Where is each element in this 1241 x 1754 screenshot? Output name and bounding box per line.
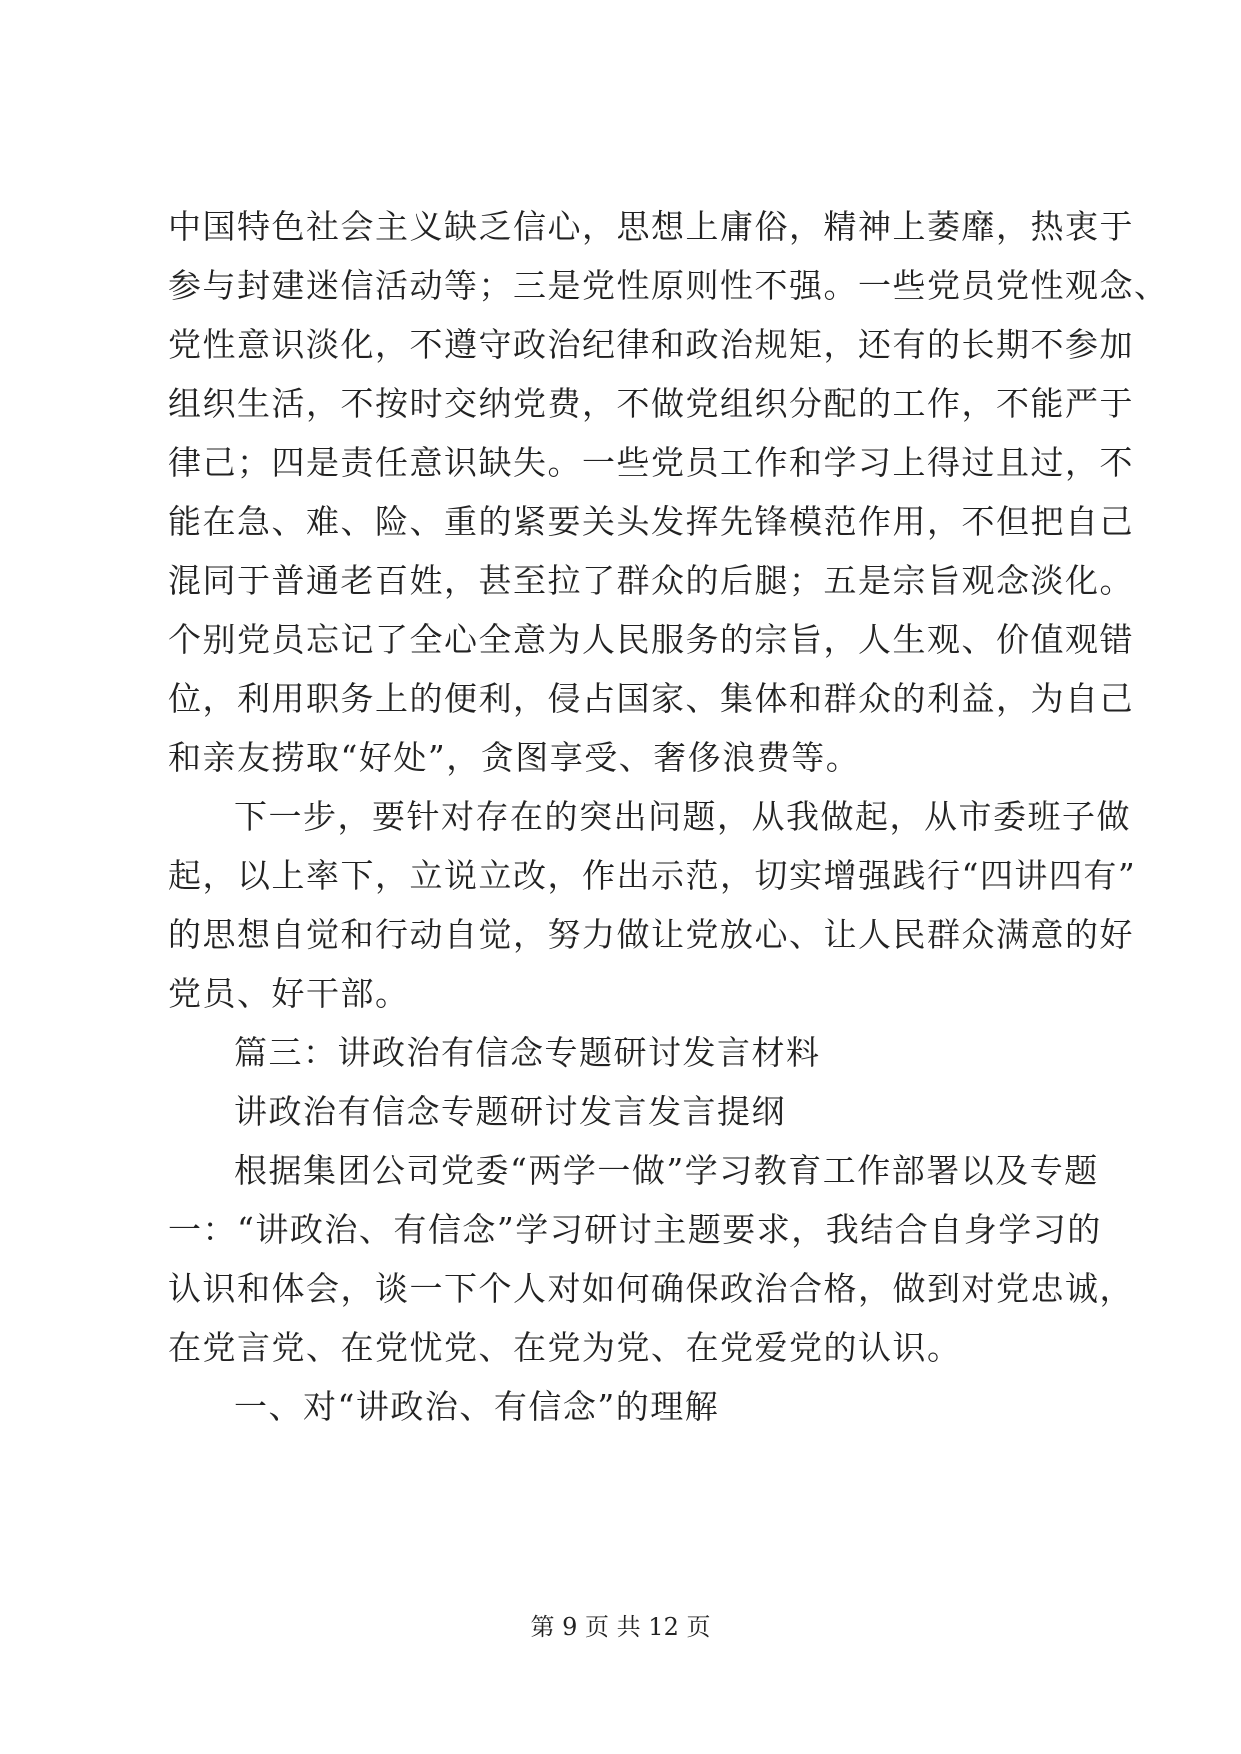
body-text-line: 律己；四是责任意识缺失。一些党员工作和学习上得过且过，不: [168, 443, 1134, 482]
body-text-line: 个别党员忘记了全心全意为人民服务的宗旨，人生观、价值观错: [168, 620, 1134, 659]
page-footer: 第 9 页 共 12 页: [530, 1613, 711, 1641]
body-text-line: 党性意识淡化，不遵守政治纪律和政治规矩，还有的长期不参加: [168, 325, 1134, 364]
body-text-line: 党员、好干部。: [168, 974, 410, 1013]
body-text-line: 中国特色社会主义缺乏信心，思想上庸俗，精神上萎靡，热衷于: [168, 207, 1134, 246]
body-text-line: 能在急、难、险、重的紧要关头发挥先锋模范作用，不但把自己: [168, 502, 1134, 541]
body-text-line: 的思想自觉和行动自觉，努力做让党放心、让人民群众满意的好: [168, 915, 1134, 954]
section-heading: 篇三：讲政治有信念专题研讨发言材料: [234, 1033, 821, 1072]
body-text-line: 起，以上率下，立说立改，作出示范，切实增强践行“四讲四有”: [168, 856, 1137, 895]
body-text-line: 参与封建迷信活动等；三是党性原则性不强。一些党员党性观念、: [168, 266, 1169, 305]
body-text-line: 组织生活，不按时交纳党费，不做党组织分配的工作，不能严于: [168, 384, 1134, 423]
section-heading: 一、对“讲政治、有信念”的理解: [234, 1387, 720, 1426]
section-subheading: 讲政治有信念专题研讨发言发言提纲: [234, 1092, 786, 1131]
paragraph-first-line: 下一步，要针对存在的突出问题，从我做起，从市委班子做: [234, 797, 1131, 836]
body-text-line: 认识和体会，谈一下个人对如何确保政治合格，做到对党忠诚，: [168, 1269, 1134, 1308]
body-text-line: 一：“讲政治、有信念”学习研讨主题要求，我结合自身学习的: [168, 1210, 1102, 1249]
paragraph-first-line: 根据集团公司党委“两学一做”学习教育工作部署以及专题: [234, 1151, 1099, 1190]
body-text-line: 和亲友捞取“好处”，贪图享受、奢侈浪费等。: [168, 738, 861, 777]
body-text-line: 混同于普通老百姓，甚至拉了群众的后腿；五是宗旨观念淡化。: [168, 561, 1134, 600]
body-text-line: 位，利用职务上的便利，侵占国家、集体和群众的利益，为自己: [168, 679, 1134, 718]
body-text-line: 在党言党、在党忧党、在党为党、在党爱党的认识。: [168, 1328, 962, 1367]
